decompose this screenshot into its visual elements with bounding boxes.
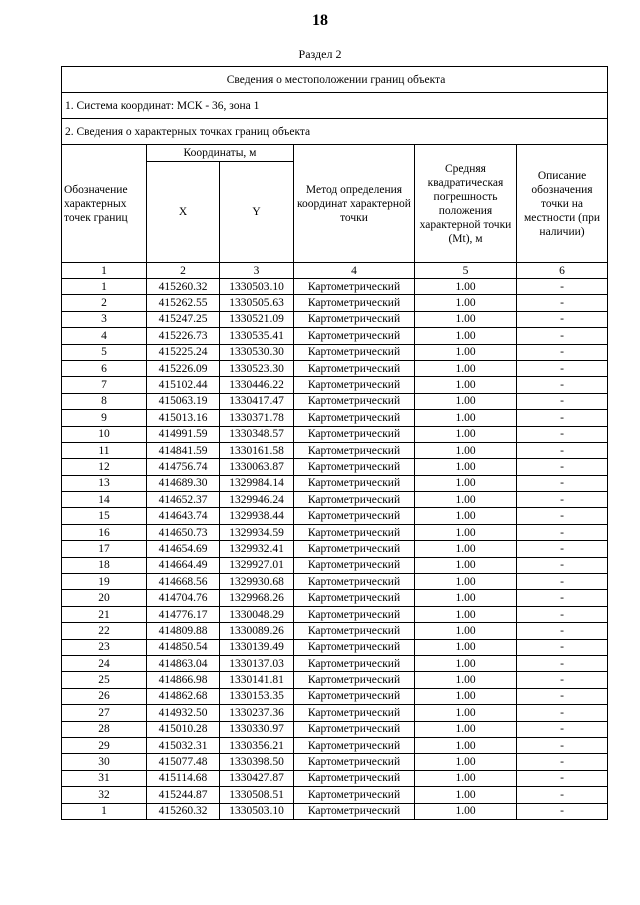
- description: -: [517, 393, 608, 409]
- description: -: [517, 524, 608, 540]
- error-mt: 1.00: [415, 344, 517, 360]
- point-id: 6: [62, 360, 147, 376]
- point-id: 5: [62, 344, 147, 360]
- method: Картометрический: [294, 459, 415, 475]
- error-mt: 1.00: [415, 639, 517, 655]
- x-coordinate: 414654.69: [147, 541, 220, 557]
- description: -: [517, 639, 608, 655]
- x-coordinate: 415244.87: [147, 787, 220, 803]
- y-coordinate: 1330137.03: [220, 655, 294, 671]
- table-row: [62, 492, 608, 508]
- description: -: [517, 590, 608, 606]
- point-id: 24: [62, 655, 147, 671]
- table-row: [62, 377, 608, 393]
- point-id: 2: [62, 295, 147, 311]
- table-row: [62, 639, 608, 655]
- method: Картометрический: [294, 705, 415, 721]
- y-coordinate: 1330503.10: [220, 803, 294, 819]
- y-coordinate: 1329934.59: [220, 524, 294, 540]
- table-row: [62, 541, 608, 557]
- header-method: Метод определения координат характерной точки: [294, 145, 415, 263]
- table-row: [62, 672, 608, 688]
- point-id: 32: [62, 787, 147, 803]
- point-id: 31: [62, 770, 147, 786]
- y-coordinate: 1330505.63: [220, 295, 294, 311]
- x-coordinate: 414991.59: [147, 426, 220, 442]
- description: -: [517, 705, 608, 721]
- method: Картометрический: [294, 328, 415, 344]
- column-number: 4: [294, 263, 415, 279]
- coordinate-system: 1. Система координат: МСК - 36, зона 1: [62, 93, 608, 119]
- table-row: [62, 655, 608, 671]
- table-row: [62, 393, 608, 409]
- header-error: Средняя квадратическая погрешность положения характерной точки (Mt), м: [415, 145, 517, 263]
- x-coordinate: 414643.74: [147, 508, 220, 524]
- error-mt: 1.00: [415, 393, 517, 409]
- x-coordinate: 414704.76: [147, 590, 220, 606]
- description: -: [517, 787, 608, 803]
- table-row: [62, 459, 608, 475]
- description: -: [517, 311, 608, 327]
- description: -: [517, 688, 608, 704]
- y-coordinate: 1330523.30: [220, 360, 294, 376]
- y-coordinate: 1330371.78: [220, 410, 294, 426]
- description: -: [517, 442, 608, 458]
- description: -: [517, 459, 608, 475]
- y-coordinate: 1329984.14: [220, 475, 294, 491]
- error-mt: 1.00: [415, 623, 517, 639]
- table-row: [62, 279, 608, 295]
- method: Картометрический: [294, 410, 415, 426]
- point-id: 10: [62, 426, 147, 442]
- point-id: 21: [62, 606, 147, 622]
- x-coordinate: 415013.16: [147, 410, 220, 426]
- table-title: Сведения о местоположении границ объекта: [62, 67, 608, 93]
- x-coordinate: 414776.17: [147, 606, 220, 622]
- y-coordinate: 1330417.47: [220, 393, 294, 409]
- x-coordinate: 415226.73: [147, 328, 220, 344]
- error-mt: 1.00: [415, 475, 517, 491]
- x-coordinate: 415225.24: [147, 344, 220, 360]
- method: Картометрический: [294, 574, 415, 590]
- y-coordinate: 1330063.87: [220, 459, 294, 475]
- y-coordinate: 1330161.58: [220, 442, 294, 458]
- description: -: [517, 754, 608, 770]
- method: Картометрический: [294, 377, 415, 393]
- point-id: 20: [62, 590, 147, 606]
- x-coordinate: 414932.50: [147, 705, 220, 721]
- method: Картометрический: [294, 688, 415, 704]
- y-coordinate: 1329946.24: [220, 492, 294, 508]
- point-id: 8: [62, 393, 147, 409]
- y-coordinate: 1330446.22: [220, 377, 294, 393]
- point-id: 1: [62, 279, 147, 295]
- point-id: 1: [62, 803, 147, 819]
- y-coordinate: 1330427.87: [220, 770, 294, 786]
- x-coordinate: 415102.44: [147, 377, 220, 393]
- description: -: [517, 770, 608, 786]
- point-id: 29: [62, 737, 147, 753]
- description: -: [517, 410, 608, 426]
- y-coordinate: 1330089.26: [220, 623, 294, 639]
- point-id: 4: [62, 328, 147, 344]
- y-coordinate: 1330139.49: [220, 639, 294, 655]
- point-id: 30: [62, 754, 147, 770]
- description: -: [517, 328, 608, 344]
- page-number: 18: [312, 12, 328, 29]
- y-coordinate: 1330535.41: [220, 328, 294, 344]
- error-mt: 1.00: [415, 754, 517, 770]
- method: Картометрический: [294, 639, 415, 655]
- method: Картометрический: [294, 393, 415, 409]
- table-row: [62, 754, 608, 770]
- error-mt: 1.00: [415, 377, 517, 393]
- method: Картометрический: [294, 442, 415, 458]
- error-mt: 1.00: [415, 459, 517, 475]
- table-row: [62, 688, 608, 704]
- error-mt: 1.00: [415, 492, 517, 508]
- y-coordinate: 1330356.21: [220, 737, 294, 753]
- point-id: 18: [62, 557, 147, 573]
- table-row: [62, 787, 608, 803]
- column-number: 1: [62, 263, 147, 279]
- error-mt: 1.00: [415, 688, 517, 704]
- error-mt: 1.00: [415, 311, 517, 327]
- method: Картометрический: [294, 311, 415, 327]
- table-row: [62, 623, 608, 639]
- method: Картометрический: [294, 590, 415, 606]
- description: -: [517, 426, 608, 442]
- method: Картометрический: [294, 541, 415, 557]
- method: Картометрический: [294, 737, 415, 753]
- method: Картометрический: [294, 754, 415, 770]
- description: -: [517, 541, 608, 557]
- error-mt: 1.00: [415, 590, 517, 606]
- y-coordinate: 1330153.35: [220, 688, 294, 704]
- error-mt: 1.00: [415, 557, 517, 573]
- point-id: 15: [62, 508, 147, 524]
- x-coordinate: 414841.59: [147, 442, 220, 458]
- method: Картометрический: [294, 770, 415, 786]
- y-coordinate: 1330141.81: [220, 672, 294, 688]
- boundary-points-table: [61, 66, 608, 820]
- method: Картометрический: [294, 787, 415, 803]
- description: -: [517, 475, 608, 491]
- header-x: X: [147, 162, 220, 263]
- point-id: 27: [62, 705, 147, 721]
- error-mt: 1.00: [415, 705, 517, 721]
- method: Картометрический: [294, 803, 415, 819]
- table-row: [62, 574, 608, 590]
- description: -: [517, 623, 608, 639]
- table-row: [62, 737, 608, 753]
- y-coordinate: 1330530.30: [220, 344, 294, 360]
- table-row: [62, 606, 608, 622]
- x-coordinate: 415226.09: [147, 360, 220, 376]
- point-id: 16: [62, 524, 147, 540]
- error-mt: 1.00: [415, 360, 517, 376]
- error-mt: 1.00: [415, 279, 517, 295]
- table-row: [62, 295, 608, 311]
- description: -: [517, 295, 608, 311]
- x-coordinate: 414650.73: [147, 524, 220, 540]
- method: Картометрический: [294, 475, 415, 491]
- x-coordinate: 414809.88: [147, 623, 220, 639]
- description: -: [517, 721, 608, 737]
- point-id: 12: [62, 459, 147, 475]
- column-number: 6: [517, 263, 608, 279]
- table-row: [62, 508, 608, 524]
- error-mt: 1.00: [415, 328, 517, 344]
- description: -: [517, 508, 608, 524]
- method: Картометрический: [294, 360, 415, 376]
- method: Картометрический: [294, 508, 415, 524]
- error-mt: 1.00: [415, 541, 517, 557]
- table-body: [62, 279, 608, 820]
- description: -: [517, 574, 608, 590]
- point-id: 3: [62, 311, 147, 327]
- y-coordinate: 1329968.26: [220, 590, 294, 606]
- table-row: [62, 360, 608, 376]
- error-mt: 1.00: [415, 574, 517, 590]
- y-coordinate: 1330348.57: [220, 426, 294, 442]
- method: Картометрический: [294, 344, 415, 360]
- y-coordinate: 1330508.51: [220, 787, 294, 803]
- method: Картометрический: [294, 426, 415, 442]
- x-coordinate: 415247.25: [147, 311, 220, 327]
- x-coordinate: 415077.48: [147, 754, 220, 770]
- y-coordinate: 1329938.44: [220, 508, 294, 524]
- x-coordinate: 415063.19: [147, 393, 220, 409]
- y-coordinate: 1330048.29: [220, 606, 294, 622]
- section-title: Раздел 2: [298, 47, 342, 61]
- table-row: [62, 557, 608, 573]
- error-mt: 1.00: [415, 672, 517, 688]
- header-point: Обозначение характерных точек границ: [62, 145, 147, 263]
- x-coordinate: 415262.55: [147, 295, 220, 311]
- error-mt: 1.00: [415, 410, 517, 426]
- point-id: 19: [62, 574, 147, 590]
- description: -: [517, 803, 608, 819]
- error-mt: 1.00: [415, 295, 517, 311]
- table-row: [62, 803, 608, 819]
- table-row: [62, 311, 608, 327]
- description: -: [517, 344, 608, 360]
- column-number-row: [62, 263, 608, 279]
- column-number: 2: [147, 263, 220, 279]
- description: -: [517, 377, 608, 393]
- table-row: [62, 410, 608, 426]
- method: Картометрический: [294, 279, 415, 295]
- x-coordinate: 414850.54: [147, 639, 220, 655]
- table-row: [62, 426, 608, 442]
- error-mt: 1.00: [415, 606, 517, 622]
- y-coordinate: 1329927.01: [220, 557, 294, 573]
- error-mt: 1.00: [415, 737, 517, 753]
- point-id: 7: [62, 377, 147, 393]
- method: Картометрический: [294, 721, 415, 737]
- method: Картометрический: [294, 492, 415, 508]
- header-description: Описание обозначения точки на местности (при наличии): [517, 145, 608, 263]
- y-coordinate: 1330330.97: [220, 721, 294, 737]
- error-mt: 1.00: [415, 524, 517, 540]
- point-id: 17: [62, 541, 147, 557]
- error-mt: 1.00: [415, 803, 517, 819]
- y-coordinate: 1329930.68: [220, 574, 294, 590]
- x-coordinate: 415260.32: [147, 279, 220, 295]
- table-row: [62, 524, 608, 540]
- x-coordinate: 414652.37: [147, 492, 220, 508]
- y-coordinate: 1330503.10: [220, 279, 294, 295]
- x-coordinate: 415260.32: [147, 803, 220, 819]
- description: -: [517, 279, 608, 295]
- method: Картометрический: [294, 655, 415, 671]
- description: -: [517, 655, 608, 671]
- points-heading: 2. Сведения о характерных точках границ объекта: [62, 119, 608, 145]
- y-coordinate: 1329932.41: [220, 541, 294, 557]
- error-mt: 1.00: [415, 787, 517, 803]
- point-id: 22: [62, 623, 147, 639]
- error-mt: 1.00: [415, 426, 517, 442]
- error-mt: 1.00: [415, 442, 517, 458]
- method: Картометрический: [294, 623, 415, 639]
- header-y: Y: [220, 162, 294, 263]
- point-id: 25: [62, 672, 147, 688]
- method: Картометрический: [294, 524, 415, 540]
- method: Картометрический: [294, 557, 415, 573]
- error-mt: 1.00: [415, 508, 517, 524]
- description: -: [517, 606, 608, 622]
- table-row: [62, 721, 608, 737]
- method: Картометрический: [294, 295, 415, 311]
- x-coordinate: 415010.28: [147, 721, 220, 737]
- x-coordinate: 414689.30: [147, 475, 220, 491]
- method: Картометрический: [294, 672, 415, 688]
- column-number: 5: [415, 263, 517, 279]
- description: -: [517, 492, 608, 508]
- error-mt: 1.00: [415, 721, 517, 737]
- table-row: [62, 328, 608, 344]
- point-id: 9: [62, 410, 147, 426]
- x-coordinate: 414756.74: [147, 459, 220, 475]
- table-row: [62, 475, 608, 491]
- point-id: 13: [62, 475, 147, 491]
- error-mt: 1.00: [415, 770, 517, 786]
- x-coordinate: 414664.49: [147, 557, 220, 573]
- description: -: [517, 557, 608, 573]
- description: -: [517, 672, 608, 688]
- point-id: 14: [62, 492, 147, 508]
- x-coordinate: 415032.31: [147, 737, 220, 753]
- y-coordinate: 1330398.50: [220, 754, 294, 770]
- point-id: 28: [62, 721, 147, 737]
- description: -: [517, 360, 608, 376]
- error-mt: 1.00: [415, 655, 517, 671]
- table-row: [62, 344, 608, 360]
- y-coordinate: 1330237.36: [220, 705, 294, 721]
- method: Картометрический: [294, 606, 415, 622]
- x-coordinate: 415114.68: [147, 770, 220, 786]
- table-row: [62, 442, 608, 458]
- point-id: 11: [62, 442, 147, 458]
- column-number: 3: [220, 263, 294, 279]
- table-row: [62, 770, 608, 786]
- x-coordinate: 414863.04: [147, 655, 220, 671]
- point-id: 26: [62, 688, 147, 704]
- x-coordinate: 414668.56: [147, 574, 220, 590]
- point-id: 23: [62, 639, 147, 655]
- table-row: [62, 705, 608, 721]
- x-coordinate: 414862.68: [147, 688, 220, 704]
- header-coordinates: Координаты, м: [147, 145, 294, 162]
- description: -: [517, 737, 608, 753]
- x-coordinate: 414866.98: [147, 672, 220, 688]
- table-row: [62, 590, 608, 606]
- y-coordinate: 1330521.09: [220, 311, 294, 327]
